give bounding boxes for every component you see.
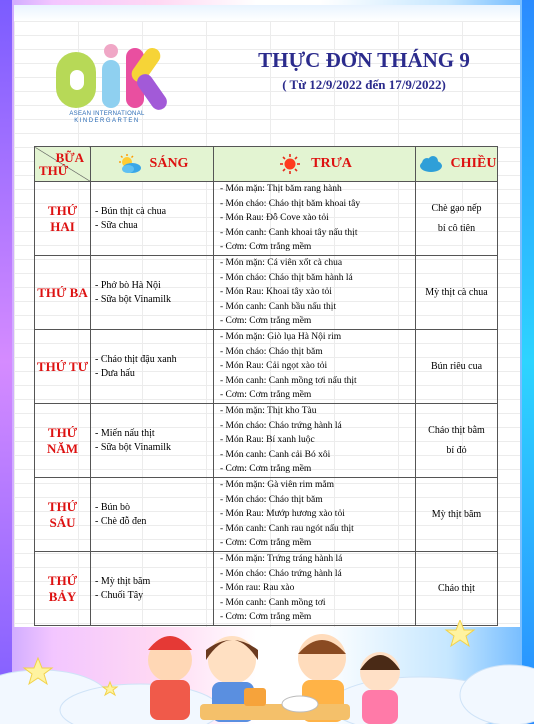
- sang-cell: [91, 478, 214, 552]
- sang-cell: [91, 330, 214, 404]
- header-bua: BỮA: [55, 150, 84, 165]
- chieu-item: bí cô tiên: [437, 222, 476, 234]
- trua-item: - Món cháo: Cháo thịt băm hành lá: [220, 272, 353, 283]
- sang-item: - Dưa hấu: [95, 367, 135, 379]
- logo-letter-i-dot: [104, 44, 118, 58]
- sang-cell: [91, 552, 214, 626]
- sang-item: - Bún bò: [95, 501, 130, 513]
- trua-item: - Món Rau: Bí xanh luộc: [220, 435, 315, 446]
- trua-item: - Món cháo: Cháo thịt băm: [220, 346, 323, 357]
- header-chieu-label: CHIỀU: [450, 156, 497, 171]
- chieu-item: Cháo thịt: [438, 582, 475, 594]
- chieu-item: Mỳ thịt băm: [431, 508, 482, 520]
- sun-cloud-icon: [116, 154, 142, 174]
- trua-item: - Cơm: Cơm trắng mềm: [220, 612, 312, 623]
- day-label: THỨ NĂM: [35, 404, 91, 478]
- trua-item: - Món Rau: Khoai tây xào tỏi: [220, 287, 332, 298]
- trua-cell: [214, 478, 416, 552]
- day-row: [35, 478, 498, 552]
- trua-item: - Cơm: Cơm trắng mềm: [220, 242, 312, 253]
- sang-item: - Chuối Tây: [95, 589, 144, 601]
- sang-item: - Miến nấu thịt: [95, 427, 155, 439]
- day-row: [35, 404, 498, 478]
- trua-item: - Món canh: Canh mồng tơi: [220, 597, 326, 608]
- trua-item: - Món cháo: Cháo trứng hành lá: [220, 568, 342, 579]
- trua-item: - Món Rau: Đỗ Cove xào tỏi: [220, 213, 329, 224]
- cloud-icon: [417, 155, 443, 173]
- header-chieu: [416, 147, 498, 182]
- day-row: [35, 552, 498, 626]
- trua-item: - Món rau: Rau xào: [220, 583, 295, 594]
- sang-item: - Cháo thịt đậu xanh: [95, 353, 177, 365]
- sang-item: - Chè đỗ đen: [95, 515, 147, 527]
- chieu-item: Chè gạo nếp: [431, 202, 482, 214]
- date-range: ( Từ 12/9/2022 đến 17/9/2022): [282, 77, 446, 92]
- header-sang: [91, 147, 214, 182]
- header-trua: [214, 147, 416, 182]
- day-row: [35, 330, 498, 404]
- header-sang-label: SÁNG: [149, 156, 189, 171]
- trua-item: - Món mặn: Giò lụa Hà Nội rim: [220, 332, 342, 343]
- sang-cell: [91, 404, 214, 478]
- kid-boy-left: [148, 636, 192, 720]
- trua-cell: [214, 552, 416, 626]
- trua-item: - Món canh: Canh cải Bó xôi: [220, 449, 331, 460]
- day-label: THỨ BẢY: [35, 552, 91, 626]
- trua-item: - Món mặn: Thịt kho Tàu: [220, 406, 317, 417]
- header-thu: THỨ: [39, 163, 69, 178]
- trua-item: - Cơm: Cơm trắng mềm: [220, 538, 312, 549]
- sun-icon: [277, 154, 303, 174]
- trua-item: - Món mặn: Gà viên rim mắm: [220, 480, 334, 491]
- trua-item: - Món canh: Canh rau ngót nấu thịt: [220, 523, 354, 534]
- sang-cell: [91, 256, 214, 330]
- logo-caption-line1: ASEAN INTERNATIONAL: [69, 111, 145, 117]
- sang-item: - Mỳ thịt băm: [95, 575, 151, 587]
- trua-item: - Món Rau: Cải ngọt xào tỏi: [220, 361, 328, 372]
- chieu-cell: [416, 552, 498, 626]
- sang-item: - Bún thịt cà chua: [95, 205, 167, 217]
- header-corner: [35, 147, 91, 182]
- trua-item: - Món mặn: Trứng tráng hành lá: [220, 554, 343, 565]
- chieu-cell: [416, 404, 498, 478]
- chieu-item: Bún riêu cua: [430, 360, 483, 372]
- day-row: [35, 256, 498, 330]
- trua-cell: [214, 330, 416, 404]
- sang-item: - Sữa bột Vinamilk: [95, 441, 172, 453]
- logo-letter-a-hole: [70, 70, 84, 90]
- trua-cell: [214, 182, 416, 256]
- trua-item: - Cơm: Cơm trắng mềm: [220, 390, 312, 401]
- chieu-item: Mỳ thịt cà chua: [425, 286, 488, 298]
- page-title: THỰC ĐƠN THÁNG 9: [258, 48, 470, 72]
- left-border-stripe: [0, 0, 12, 724]
- sang-item: - Sữa bột Vinamilk: [95, 293, 172, 305]
- header-trua-label: TRƯA: [311, 156, 352, 171]
- chieu-item: bí đỏ: [446, 444, 467, 456]
- logo-letter-i: [102, 60, 120, 108]
- day-label: THỨ TƯ: [35, 330, 91, 404]
- right-border-stripe: [522, 0, 534, 724]
- aik-logo: [52, 42, 192, 128]
- day-label: THỨ SÁU: [35, 478, 91, 552]
- trua-item: - Cơm: Cơm trắng mềm: [220, 464, 312, 475]
- logo-caption-line2: KINDERGARTEN: [74, 118, 140, 124]
- trua-item: - Món mặn: Thịt băm rang hành: [220, 184, 342, 195]
- day-label: THỨ BA: [35, 256, 91, 330]
- trua-item: - Món canh: Canh mồng tơi nấu thịt: [220, 375, 357, 386]
- chieu-cell: [416, 182, 498, 256]
- trua-cell: [214, 404, 416, 478]
- day-row: [35, 182, 498, 256]
- day-label: THỨ HAI: [35, 182, 91, 256]
- sang-item: - Phở bò Hà Nội: [95, 279, 161, 291]
- sang-item: - Sữa chua: [95, 219, 138, 231]
- bottom-illustration: [0, 620, 534, 724]
- sang-cell: [91, 182, 214, 256]
- trua-item: - Món canh: Canh bầu nấu thịt: [220, 301, 337, 312]
- trua-item: - Món cháo: Cháo thịt băm khoai tây: [220, 198, 361, 209]
- trua-item: - Món canh: Canh khoai tây nấu thịt: [220, 227, 358, 238]
- trua-item: - Cơm: Cơm trắng mềm: [220, 316, 312, 327]
- logo-caption: [52, 111, 162, 125]
- trua-item: - Món mặn: Cá viên xốt cà chua: [220, 258, 343, 269]
- trua-item: - Món Rau: Mướp hương xào tỏi: [220, 509, 345, 520]
- chieu-cell: [416, 478, 498, 552]
- menu-table: [34, 146, 498, 626]
- top-decoration-bar: [14, 5, 520, 21]
- trua-item: - Món cháo: Cháo trứng hành lá: [220, 420, 342, 431]
- trua-item: - Món cháo: Cháo thịt băm: [220, 494, 323, 505]
- chieu-cell: [416, 256, 498, 330]
- chieu-cell: [416, 330, 498, 404]
- chieu-item: Cháo thịt bằm: [428, 424, 485, 436]
- trua-cell: [214, 256, 416, 330]
